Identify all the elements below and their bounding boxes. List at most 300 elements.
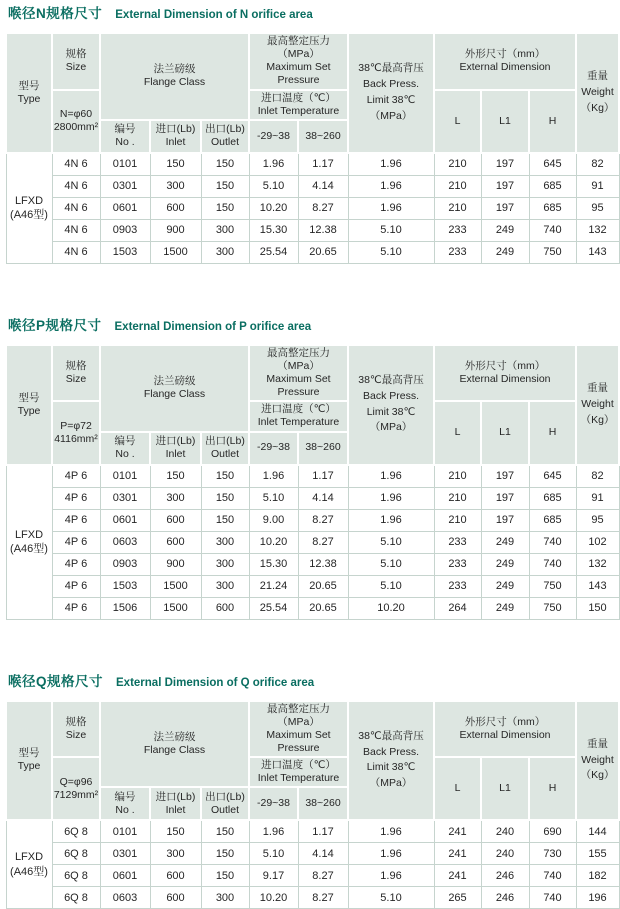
header-flange-en: Flange Class xyxy=(101,76,248,89)
spec-table-q xyxy=(5,700,620,909)
header-ext-dim-en: External Dimension xyxy=(435,373,575,386)
section-title xyxy=(8,6,620,23)
cell-back-press: 1.96 xyxy=(348,175,434,197)
header-back-press-en1: Back Press. xyxy=(349,77,433,93)
cell-h: 750 xyxy=(529,597,576,619)
cell-no: 0601 xyxy=(100,197,150,219)
header-inlet-temperature xyxy=(249,757,348,787)
table-row xyxy=(6,509,619,531)
cell-temp-high: 1.17 xyxy=(298,153,348,176)
header-size-en: Size xyxy=(53,729,99,742)
cell-weight: 102 xyxy=(576,531,619,553)
cell-back-press: 5.10 xyxy=(348,887,434,909)
header-inlet xyxy=(150,787,201,820)
cell-size: 4N 6 xyxy=(52,153,100,176)
cell-inlet: 600 xyxy=(150,865,201,887)
cell-l: 241 xyxy=(434,820,481,843)
header-weight-en: Weight xyxy=(577,753,618,769)
cell-back-press: 1.96 xyxy=(348,153,434,176)
cell-size: 4P 6 xyxy=(52,465,100,488)
size-value-line1: N=φ60 xyxy=(53,108,99,121)
cell-weight: 82 xyxy=(576,153,619,176)
header-inlet-zh: 进口(Lb) xyxy=(151,435,200,448)
header-max-set-en: Maximum Set Pressure xyxy=(250,61,347,87)
cell-inlet: 300 xyxy=(150,487,201,509)
table-row xyxy=(6,487,619,509)
cell-no: 0101 xyxy=(100,465,150,488)
cell-no: 0603 xyxy=(100,887,150,909)
cell-temp-high: 8.27 xyxy=(298,531,348,553)
cell-h: 685 xyxy=(529,197,576,219)
cell-l1: 246 xyxy=(481,887,529,909)
header-row-1 xyxy=(6,701,619,758)
cell-size: 4P 6 xyxy=(52,487,100,509)
header-no-zh: 编号 xyxy=(101,791,149,804)
cell-l: 265 xyxy=(434,887,481,909)
cell-outlet: 300 xyxy=(201,531,249,553)
cell-temp-high: 4.14 xyxy=(298,843,348,865)
header-back-pressure xyxy=(348,701,434,821)
table-row xyxy=(6,531,619,553)
header-max-set-pressure xyxy=(249,345,348,402)
header-back-press-en2: Limit 38℃ xyxy=(349,93,433,109)
cell-temp-low: 1.96 xyxy=(249,153,298,176)
header-weight-unit: （Kg） xyxy=(577,413,618,429)
cell-l1: 197 xyxy=(481,487,529,509)
header-back-press-en1: Back Press. xyxy=(349,389,433,405)
cell-back-press: 1.96 xyxy=(348,465,434,488)
model-cell: LFXD (A46型) xyxy=(6,153,52,264)
cell-temp-high: 8.27 xyxy=(298,197,348,219)
cell-temp-high: 12.38 xyxy=(298,553,348,575)
cell-l: 210 xyxy=(434,175,481,197)
header-flange-zh: 法兰磅级 xyxy=(101,63,248,76)
cell-l1: 197 xyxy=(481,197,529,219)
cell-l: 233 xyxy=(434,553,481,575)
header-temp-range-low: -29~38 xyxy=(249,120,298,153)
header-flange-zh: 法兰磅级 xyxy=(101,375,248,388)
header-col-h: H xyxy=(529,757,576,820)
cell-outlet: 300 xyxy=(201,575,249,597)
header-row-1 xyxy=(6,345,619,402)
cell-back-press: 5.10 xyxy=(348,241,434,263)
cell-no: 0101 xyxy=(100,153,150,176)
header-no xyxy=(100,120,150,153)
cell-l: 241 xyxy=(434,865,481,887)
header-flange-class xyxy=(100,345,249,432)
cell-size: 4P 6 xyxy=(52,553,100,575)
header-back-press-zh: 38℃最高背压 xyxy=(349,61,433,77)
cell-inlet: 600 xyxy=(150,531,201,553)
cell-temp-high: 1.17 xyxy=(298,465,348,488)
header-weight-unit: （Kg） xyxy=(577,101,618,117)
cell-outlet: 150 xyxy=(201,197,249,219)
cell-temp-low: 10.20 xyxy=(249,531,298,553)
cell-temp-low: 10.20 xyxy=(249,887,298,909)
cell-h: 685 xyxy=(529,487,576,509)
cell-l: 233 xyxy=(434,241,481,263)
cell-size: 4P 6 xyxy=(52,597,100,619)
header-back-press-unit: （MPa） xyxy=(349,109,433,125)
cell-outlet: 150 xyxy=(201,487,249,509)
header-outlet xyxy=(201,432,249,465)
cell-back-press: 5.10 xyxy=(348,553,434,575)
cell-size: 4N 6 xyxy=(52,175,100,197)
header-no-en: No . xyxy=(101,448,149,461)
cell-weight: 82 xyxy=(576,465,619,488)
cell-temp-low: 10.20 xyxy=(249,197,298,219)
header-outlet xyxy=(201,120,249,153)
header-external-dimension xyxy=(434,701,576,758)
cell-weight: 143 xyxy=(576,241,619,263)
cell-inlet: 1500 xyxy=(150,575,201,597)
cell-temp-low: 1.96 xyxy=(249,465,298,488)
cell-l1: 197 xyxy=(481,153,529,176)
cell-back-press: 1.96 xyxy=(348,865,434,887)
cell-outlet: 150 xyxy=(201,843,249,865)
header-ext-dim-en: External Dimension xyxy=(435,729,575,742)
header-back-press-en1: Back Press. xyxy=(349,745,433,761)
cell-h: 740 xyxy=(529,865,576,887)
header-col-l: L xyxy=(434,757,481,820)
header-ext-dim-zh: 外形尺寸（mm） xyxy=(435,716,575,729)
cell-no: 0601 xyxy=(100,865,150,887)
header-outlet-en: Outlet xyxy=(202,804,248,817)
cell-l1: 249 xyxy=(481,241,529,263)
cell-temp-high: 8.27 xyxy=(298,865,348,887)
cell-outlet: 600 xyxy=(201,597,249,619)
cell-inlet: 900 xyxy=(150,553,201,575)
cell-inlet: 600 xyxy=(150,887,201,909)
size-value-line1: P=φ72 xyxy=(53,420,99,433)
model-cell: LFXD (A46型) xyxy=(6,465,52,620)
cell-back-press: 5.10 xyxy=(348,575,434,597)
cell-no: 0301 xyxy=(100,175,150,197)
cell-h: 750 xyxy=(529,241,576,263)
header-max-set-zh: 最高整定压力（MPa） xyxy=(250,347,347,373)
cell-l: 210 xyxy=(434,153,481,176)
section-p-orifice xyxy=(0,318,620,620)
header-max-set-en: Maximum Set Pressure xyxy=(250,373,347,399)
cell-weight: 150 xyxy=(576,597,619,619)
header-weight-zh: 重量 xyxy=(577,381,618,397)
cell-weight: 132 xyxy=(576,553,619,575)
cell-no: 0601 xyxy=(100,509,150,531)
size-value-line2: 2800mm² xyxy=(53,121,99,134)
cell-weight: 196 xyxy=(576,887,619,909)
cell-h: 645 xyxy=(529,153,576,176)
header-flange-en: Flange Class xyxy=(101,744,248,757)
header-inlet xyxy=(150,432,201,465)
cell-back-press: 1.96 xyxy=(348,843,434,865)
cell-size: 4P 6 xyxy=(52,509,100,531)
header-outlet-en: Outlet xyxy=(202,136,248,149)
table-row xyxy=(6,175,619,197)
cell-temp-low: 25.54 xyxy=(249,597,298,619)
header-inlet-zh: 进口(Lb) xyxy=(151,791,200,804)
header-type-en: Type xyxy=(7,405,51,418)
title-en: External Dimension of N orifice area xyxy=(115,9,312,21)
cell-size: 4N 6 xyxy=(52,197,100,219)
cell-outlet: 150 xyxy=(201,465,249,488)
cell-h: 645 xyxy=(529,465,576,488)
cell-h: 740 xyxy=(529,887,576,909)
cell-l1: 249 xyxy=(481,531,529,553)
header-row-1 xyxy=(6,33,619,90)
cell-weight: 143 xyxy=(576,575,619,597)
header-size-zh: 规格 xyxy=(53,360,99,373)
header-back-pressure xyxy=(348,345,434,465)
cell-l: 241 xyxy=(434,843,481,865)
spec-table-n xyxy=(5,32,620,264)
header-max-set-pressure xyxy=(249,33,348,90)
cell-temp-low: 21.24 xyxy=(249,575,298,597)
cell-back-press: 1.96 xyxy=(348,487,434,509)
cell-l: 210 xyxy=(434,465,481,488)
header-ext-dim-en: External Dimension xyxy=(435,61,575,74)
header-outlet-zh: 出口(Lb) xyxy=(202,435,248,448)
header-weight-zh: 重量 xyxy=(577,69,618,85)
header-weight xyxy=(576,345,619,465)
cell-outlet: 150 xyxy=(201,509,249,531)
header-type xyxy=(6,701,52,821)
cell-size: 6Q 8 xyxy=(52,843,100,865)
header-type-zh: 型号 xyxy=(7,747,51,760)
size-value-line2: 4116mm² xyxy=(53,433,99,446)
header-size-value xyxy=(52,401,100,464)
header-max-set-pressure xyxy=(249,701,348,758)
cell-inlet: 300 xyxy=(150,843,201,865)
header-size-zh: 规格 xyxy=(53,48,99,61)
header-inlet-temp-en: Inlet Temperature xyxy=(250,772,347,785)
header-back-press-unit: （MPa） xyxy=(349,776,433,792)
header-ext-dim-zh: 外形尺寸（mm） xyxy=(435,48,575,61)
cell-h: 740 xyxy=(529,531,576,553)
cell-no: 0903 xyxy=(100,219,150,241)
cell-temp-high: 8.27 xyxy=(298,887,348,909)
header-temp-range-low: -29~38 xyxy=(249,787,298,820)
header-no xyxy=(100,787,150,820)
header-weight xyxy=(576,701,619,821)
cell-size: 4N 6 xyxy=(52,241,100,263)
cell-temp-low: 25.54 xyxy=(249,241,298,263)
cell-l1: 197 xyxy=(481,465,529,488)
header-weight-en: Weight xyxy=(577,85,618,101)
header-size xyxy=(52,33,100,90)
cell-l: 210 xyxy=(434,197,481,219)
header-inlet-en: Inlet xyxy=(151,804,200,817)
header-weight-zh: 重量 xyxy=(577,737,618,753)
cell-temp-high: 12.38 xyxy=(298,219,348,241)
header-col-h: H xyxy=(529,401,576,464)
header-col-l1: L1 xyxy=(481,757,529,820)
header-max-set-zh: 最高整定压力（MPa） xyxy=(250,35,347,61)
table-row xyxy=(6,219,619,241)
section-title xyxy=(8,674,620,691)
cell-temp-low: 1.96 xyxy=(249,820,298,843)
cell-no: 0301 xyxy=(100,487,150,509)
cell-inlet: 150 xyxy=(150,820,201,843)
model-cell: LFXD (A46型) xyxy=(6,820,52,909)
table-row xyxy=(6,553,619,575)
cell-h: 740 xyxy=(529,219,576,241)
header-inlet-temp-zh: 进口温度（℃） xyxy=(250,92,347,105)
section-n-orifice xyxy=(0,6,620,264)
table-row xyxy=(6,597,619,619)
cell-back-press: 1.96 xyxy=(348,197,434,219)
cell-h: 740 xyxy=(529,553,576,575)
header-inlet-zh: 进口(Lb) xyxy=(151,123,200,136)
cell-outlet: 300 xyxy=(201,887,249,909)
header-flange-class xyxy=(100,701,249,788)
cell-no: 1506 xyxy=(100,597,150,619)
cell-no: 1503 xyxy=(100,241,150,263)
cell-size: 4P 6 xyxy=(52,575,100,597)
cell-no: 0903 xyxy=(100,553,150,575)
cell-temp-high: 20.65 xyxy=(298,575,348,597)
cell-weight: 155 xyxy=(576,843,619,865)
cell-weight: 144 xyxy=(576,820,619,843)
cell-weight: 132 xyxy=(576,219,619,241)
header-col-l1: L1 xyxy=(481,90,529,153)
header-no xyxy=(100,432,150,465)
header-size xyxy=(52,701,100,758)
header-size-en: Size xyxy=(53,373,99,386)
header-back-press-zh: 38℃最高背压 xyxy=(349,729,433,745)
header-inlet-temp-zh: 进口温度（℃） xyxy=(250,403,347,416)
cell-l1: 197 xyxy=(481,175,529,197)
cell-size: 4P 6 xyxy=(52,531,100,553)
table-row xyxy=(6,843,619,865)
header-flange-zh: 法兰磅级 xyxy=(101,731,248,744)
header-ext-dim-zh: 外形尺寸（mm） xyxy=(435,360,575,373)
header-col-h: H xyxy=(529,90,576,153)
cell-l: 233 xyxy=(434,219,481,241)
table-row xyxy=(6,820,619,843)
cell-no: 1503 xyxy=(100,575,150,597)
header-type xyxy=(6,345,52,465)
header-type-zh: 型号 xyxy=(7,392,51,405)
cell-l1: 240 xyxy=(481,820,529,843)
header-no-en: No . xyxy=(101,136,149,149)
header-inlet-temperature xyxy=(249,90,348,120)
header-col-l: L xyxy=(434,90,481,153)
header-weight-en: Weight xyxy=(577,397,618,413)
spec-table-p xyxy=(5,344,620,620)
cell-h: 730 xyxy=(529,843,576,865)
section-title xyxy=(8,318,620,335)
cell-inlet: 150 xyxy=(150,465,201,488)
cell-back-press: 5.10 xyxy=(348,531,434,553)
header-no-zh: 编号 xyxy=(101,123,149,136)
header-row-2 xyxy=(6,90,619,120)
cell-temp-low: 9.17 xyxy=(249,865,298,887)
cell-l1: 249 xyxy=(481,597,529,619)
cell-no: 0101 xyxy=(100,820,150,843)
header-flange-en: Flange Class xyxy=(101,388,248,401)
cell-back-press: 1.96 xyxy=(348,820,434,843)
cell-h: 750 xyxy=(529,575,576,597)
header-size xyxy=(52,345,100,402)
cell-back-press: 10.20 xyxy=(348,597,434,619)
header-type-zh: 型号 xyxy=(7,80,51,93)
cell-outlet: 150 xyxy=(201,820,249,843)
header-col-l1: L1 xyxy=(481,401,529,464)
header-inlet-temperature xyxy=(249,401,348,431)
header-external-dimension xyxy=(434,33,576,90)
cell-temp-high: 20.65 xyxy=(298,597,348,619)
cell-temp-low: 5.10 xyxy=(249,843,298,865)
header-type xyxy=(6,33,52,153)
cell-temp-low: 15.30 xyxy=(249,219,298,241)
cell-l1: 249 xyxy=(481,219,529,241)
cell-temp-low: 5.10 xyxy=(249,487,298,509)
table-row xyxy=(6,887,619,909)
cell-temp-high: 8.27 xyxy=(298,509,348,531)
table-row xyxy=(6,153,619,176)
header-max-set-en: Maximum Set Pressure xyxy=(250,729,347,755)
cell-temp-high: 20.65 xyxy=(298,241,348,263)
section-q-orifice xyxy=(0,674,620,909)
title-en: External Dimension of Q orifice area xyxy=(116,677,314,689)
cell-temp-low: 5.10 xyxy=(249,175,298,197)
table-row xyxy=(6,197,619,219)
cell-size: 6Q 8 xyxy=(52,887,100,909)
header-inlet-en: Inlet xyxy=(151,136,200,149)
header-back-press-unit: （MPa） xyxy=(349,420,433,436)
header-back-press-en2: Limit 38℃ xyxy=(349,760,433,776)
table-row xyxy=(6,575,619,597)
header-flange-class xyxy=(100,33,249,120)
cell-l1: 240 xyxy=(481,843,529,865)
cell-weight: 182 xyxy=(576,865,619,887)
cell-outlet: 300 xyxy=(201,219,249,241)
header-inlet-temp-zh: 进口温度（℃） xyxy=(250,759,347,772)
cell-inlet: 300 xyxy=(150,175,201,197)
cell-back-press: 5.10 xyxy=(348,219,434,241)
table-row xyxy=(6,241,619,263)
cell-back-press: 1.96 xyxy=(348,509,434,531)
header-external-dimension xyxy=(434,345,576,402)
header-outlet-zh: 出口(Lb) xyxy=(202,791,248,804)
cell-inlet: 1500 xyxy=(150,597,201,619)
cell-h: 685 xyxy=(529,175,576,197)
cell-l: 210 xyxy=(434,509,481,531)
header-temp-range-high: 38~260 xyxy=(298,120,348,153)
header-temp-range-high: 38~260 xyxy=(298,787,348,820)
cell-inlet: 600 xyxy=(150,197,201,219)
cell-size: 6Q 8 xyxy=(52,820,100,843)
cell-inlet: 900 xyxy=(150,219,201,241)
cell-temp-high: 4.14 xyxy=(298,175,348,197)
header-no-zh: 编号 xyxy=(101,435,149,448)
header-back-press-zh: 38℃最高背压 xyxy=(349,373,433,389)
cell-no: 0301 xyxy=(100,843,150,865)
header-max-set-zh: 最高整定压力（MPa） xyxy=(250,703,347,729)
header-no-en: No . xyxy=(101,804,149,817)
header-size-zh: 规格 xyxy=(53,716,99,729)
cell-outlet: 150 xyxy=(201,153,249,176)
cell-l: 233 xyxy=(434,575,481,597)
header-inlet-temp-en: Inlet Temperature xyxy=(250,105,347,118)
cell-weight: 91 xyxy=(576,175,619,197)
header-size-en: Size xyxy=(53,61,99,74)
header-size-value xyxy=(52,90,100,153)
cell-outlet: 150 xyxy=(201,175,249,197)
header-outlet-zh: 出口(Lb) xyxy=(202,123,248,136)
size-value-line1: Q=φ96 xyxy=(53,776,99,789)
cell-outlet: 300 xyxy=(201,553,249,575)
